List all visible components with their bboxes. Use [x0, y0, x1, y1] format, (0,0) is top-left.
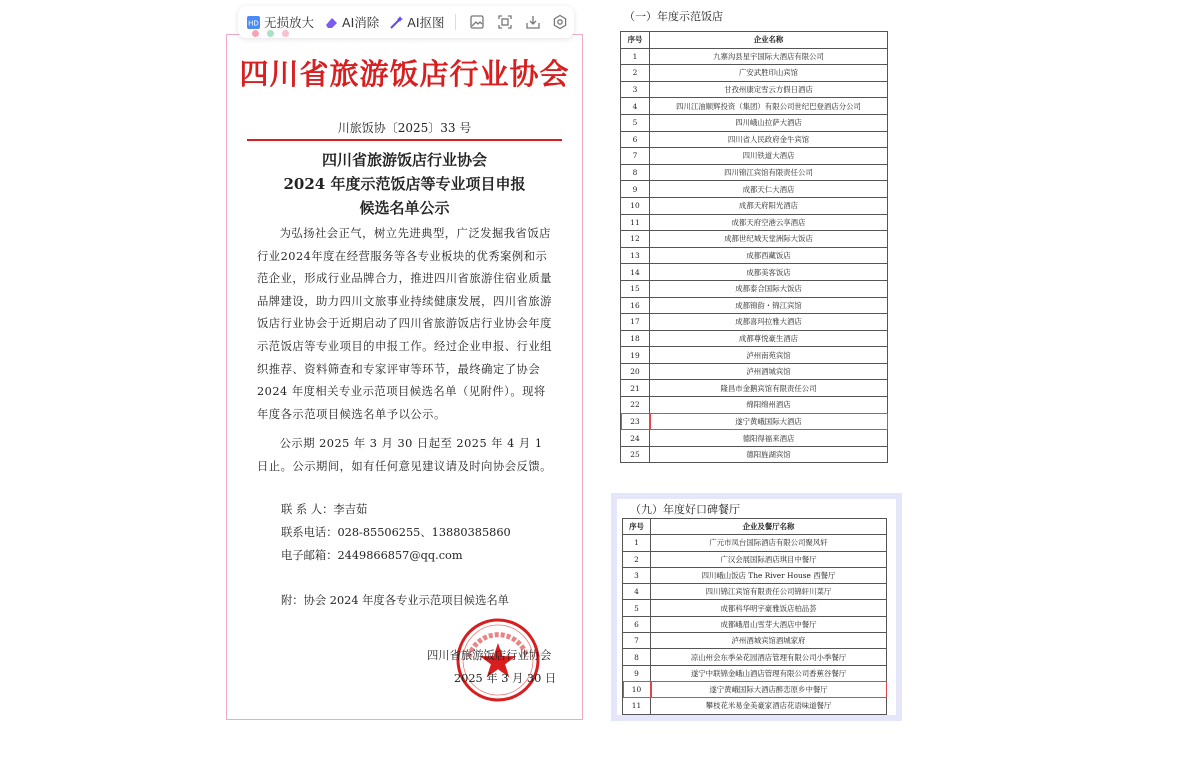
hotel-name: 四川省人民政府金牛宾馆	[650, 131, 888, 148]
crop-button[interactable]	[491, 11, 519, 33]
lossless-zoom-icon	[246, 15, 261, 30]
hotel-name: 广安武胜印山宾馆	[650, 65, 888, 82]
restaurant-name: 四川锦江宾馆有限责任公司锦轩川菜厅	[651, 584, 887, 600]
table-row	[621, 164, 888, 181]
table-row	[621, 65, 888, 82]
row-number: 8	[621, 164, 650, 181]
col-no-header: 序号	[621, 32, 650, 49]
restaurant-table	[622, 518, 887, 715]
restaurant-name: 成都科华明宇豪雅饭店柏品荟	[651, 600, 887, 616]
table-header	[621, 32, 888, 49]
table-row	[621, 430, 888, 447]
contact-person: 联 系 人：李吉茹	[281, 503, 368, 516]
hotel-name: 成都喜玛拉雅大酒店	[650, 314, 888, 331]
table-row	[623, 567, 887, 583]
contact-phone: 联系电话：028-85506255、13880385860	[281, 526, 511, 539]
restaurant-name: 广汉会展国际酒店琪目中餐厅	[651, 551, 887, 567]
eraser-icon	[324, 15, 339, 30]
row-number: 20	[621, 363, 650, 380]
table-row	[621, 297, 888, 314]
table-row	[623, 616, 887, 632]
demo-hotel-table	[620, 31, 888, 463]
org-title: 四川省旅游饭店行业协会	[239, 57, 570, 91]
table-row	[621, 397, 888, 414]
row-number: 23	[621, 413, 650, 430]
hotel-name: 四川江油顺辉投资（集团）有限公司世纪巴登酒店分公司	[650, 98, 888, 115]
hotel-name: 绵阳绵州酒店	[650, 397, 888, 414]
image-edit-button[interactable]	[463, 11, 491, 33]
row-number: 19	[621, 347, 650, 364]
row-number: 10	[623, 681, 651, 697]
settings-icon	[552, 14, 568, 30]
hotel-name: 成都美客饭店	[650, 264, 888, 281]
body-paragraph-2: 公示期 2025 年 3 月 30 日起至 2025 年 4 月 1 日止。公示期间，如有任何意见建议请及时向协会反馈。	[257, 437, 552, 473]
heading-line-2: 2024 年度示范饭店等专业项目申报	[283, 175, 526, 193]
ai-cutout-button[interactable]	[389, 13, 444, 31]
row-number: 18	[621, 330, 650, 347]
table-row	[621, 380, 888, 397]
table-row	[623, 698, 887, 714]
restaurant-name: 遂宁黄峨国际大酒店醉恋原乡中餐厅	[651, 681, 887, 697]
ai-cutout-label: AI抠图	[407, 15, 445, 30]
toolbar-divider	[455, 14, 456, 30]
col-no-header: 序号	[623, 519, 651, 535]
hotel-name: 成都泰合国际大饭店	[650, 280, 888, 297]
row-number: 8	[623, 649, 651, 665]
table-row	[621, 114, 888, 131]
row-number: 7	[623, 633, 651, 649]
row-number: 11	[623, 698, 651, 714]
download-icon	[525, 14, 541, 30]
section-1-title: （一）年度示范饭店	[624, 10, 723, 23]
hotel-name: 泸州酒城宾馆	[650, 363, 888, 380]
table-row	[621, 446, 888, 463]
row-number: 5	[623, 600, 651, 616]
row-number: 9	[623, 665, 651, 681]
row-number: 4	[621, 98, 650, 115]
table-row	[621, 264, 888, 281]
row-number: 6	[621, 131, 650, 148]
row-number: 1	[623, 535, 651, 551]
table-row	[621, 181, 888, 198]
table-row	[621, 363, 888, 380]
hotel-name: 四川锦江宾馆有限责任公司	[650, 164, 888, 181]
row-number: 13	[621, 247, 650, 264]
hotel-name: 隆昌市金鹅宾馆有限责任公司	[650, 380, 888, 397]
table-row	[623, 551, 887, 567]
row-number: 1	[621, 48, 650, 65]
table-row	[621, 247, 888, 264]
table-row	[621, 81, 888, 98]
row-number: 10	[621, 197, 650, 214]
row-number: 21	[621, 380, 650, 397]
hotel-name: 德阳旌湖宾馆	[650, 446, 888, 463]
restaurant-name: 遂宁中联锦金峨山酒店管理有限公司香蕉谷餐厅	[651, 665, 887, 681]
hotel-name: 德阳得福来酒店	[650, 430, 888, 447]
restaurant-name: 攀枝花米易金美豪家酒店花语味道餐厅	[651, 698, 887, 714]
restaurant-name: 成都峨眉山雪芽大酒店中餐厅	[651, 616, 887, 632]
table-row	[621, 280, 888, 297]
magic-wand-icon	[389, 15, 404, 30]
row-number: 11	[621, 214, 650, 231]
row-number: 16	[621, 297, 650, 314]
heading-line-3: 候选名单公示	[359, 199, 450, 217]
contact-email: 电子邮箱：2449866857@qq.com	[281, 549, 463, 562]
row-number: 24	[621, 430, 650, 447]
heading-line-1: 四川省旅游饭店行业协会	[321, 151, 487, 169]
table-row	[621, 330, 888, 347]
table-row	[621, 231, 888, 248]
doc-number: 川旅饭协〔2025〕33 号	[337, 121, 472, 135]
hotel-name: 甘孜州康定雪云方假日酒店	[650, 81, 888, 98]
hotel-name: 九寨沟县星宇国际大酒店有限公司	[650, 48, 888, 65]
attachment-note: 附：协会 2024 年度各专业示范项目候选名单	[281, 594, 509, 607]
crop-icon	[497, 14, 513, 30]
hotel-name: 成都西藏饭店	[650, 247, 888, 264]
restaurant-name: 四川峨山饭店 The River House 西餐厅	[651, 567, 887, 583]
image-edit-icon	[469, 14, 485, 30]
row-number: 2	[621, 65, 650, 82]
table-row	[621, 413, 888, 430]
download-button[interactable]	[519, 11, 547, 33]
table-row	[621, 347, 888, 364]
restaurant-name: 凉山州会东季朵花园酒店管理有限公司小季餐厅	[651, 649, 887, 665]
ai-erase-button[interactable]	[324, 13, 379, 31]
signature-date: 2025 年 3 月 30 日	[454, 672, 557, 685]
hotel-name: 成都锦韵・锦江宾馆	[650, 297, 888, 314]
table-row	[623, 649, 887, 665]
hotel-name: 四川铁道大酒店	[650, 148, 888, 165]
col-name-header: 企业名称	[650, 32, 888, 49]
row-number: 14	[621, 264, 650, 281]
table-row	[623, 535, 887, 551]
ai-erase-label: AI消除	[342, 15, 380, 30]
hotel-name: 成都世纪城天堂洲际大饭店	[650, 231, 888, 248]
table-row	[621, 314, 888, 331]
hotel-name: 遂宁黄峨国际大酒店	[650, 413, 888, 430]
row-number: 15	[621, 280, 650, 297]
table-row	[621, 214, 888, 231]
doc-heading	[227, 148, 582, 220]
lossless-zoom-button[interactable]	[246, 13, 314, 31]
table-row	[623, 633, 887, 649]
body-paragraph-1: 为弘扬社会正气，树立先进典型，广泛发掘我省饭店行业2024年度在经营服务等各专业板块的优秀案例和示范企业，形成行业品牌合力，推进四川省旅游住宿业质量品牌建设，助力四川文旅事业持续健康发展，四川省旅游饭店行业协会于近期启动了四川省旅游饭店行业协会年度示范饭店等专业项目的申报工作。经过企业申报、行业组织推荐、资料筛查和专家评审等环节，最终确定了协会 2024 年度相关专业示范项目候选名单（见附件）。现将年度各示范项目候选名单予以公示。	[257, 227, 552, 421]
color-dots	[252, 30, 289, 37]
table-row	[621, 48, 888, 65]
table-header	[623, 519, 887, 535]
table-row	[623, 665, 887, 681]
row-number: 5	[621, 114, 650, 131]
row-number: 25	[621, 446, 650, 463]
lossless-zoom-label: 无损放大	[264, 15, 315, 30]
hotel-name: 泸州南苑宾馆	[650, 347, 888, 364]
row-number: 9	[621, 181, 650, 198]
green-dot	[267, 30, 274, 37]
red-divider	[247, 139, 562, 141]
hotel-name: 成都天府空港云享酒店	[650, 214, 888, 231]
row-number: 22	[621, 397, 650, 414]
hotel-name: 成都天府阳光酒店	[650, 197, 888, 214]
row-number: 3	[621, 81, 650, 98]
hotel-name: 成都尊悦豪生酒店	[650, 330, 888, 347]
row-number: 4	[623, 584, 651, 600]
row-number: 6	[623, 616, 651, 632]
row-number: 2	[623, 551, 651, 567]
table-row	[621, 148, 888, 165]
hotel-name: 四川峨山拉萨大酒店	[650, 114, 888, 131]
signature-org: 四川省旅游饭店行业协会	[427, 649, 552, 662]
table-row	[621, 131, 888, 148]
settings-button[interactable]	[546, 11, 574, 33]
hotel-name: 成都天仁大酒店	[650, 181, 888, 198]
col-name-header: 企业及餐厅名称	[651, 519, 887, 535]
row-number: 7	[621, 148, 650, 165]
svg-text:HD: HD	[248, 19, 259, 27]
table-row	[623, 584, 887, 600]
table-row	[621, 98, 888, 115]
row-number: 12	[621, 231, 650, 248]
table-row	[623, 600, 887, 616]
table-row	[623, 681, 887, 697]
pink-dot	[252, 30, 259, 37]
notice-document	[226, 34, 583, 720]
light-pink-dot	[282, 30, 289, 37]
restaurant-name: 广元市凤台国际酒店有限公司聚风轩	[651, 535, 887, 551]
restaurant-name: 泸州酒城宾馆酒城家府	[651, 633, 887, 649]
row-number: 3	[623, 567, 651, 583]
table-row	[621, 197, 888, 214]
row-number: 17	[621, 314, 650, 331]
section-9-title: （九）年度好口碑餐厅	[630, 503, 740, 516]
